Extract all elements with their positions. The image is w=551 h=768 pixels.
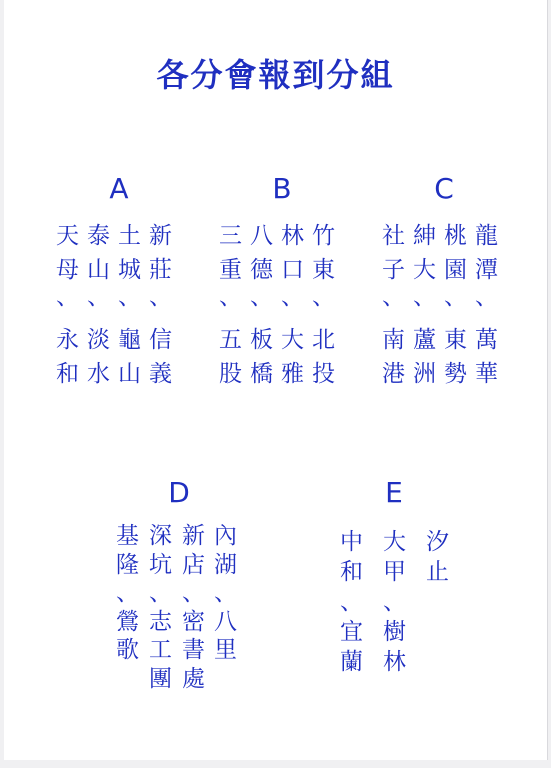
character: 志 — [149, 608, 172, 635]
character: 、 — [214, 580, 237, 606]
character: 止 — [426, 559, 449, 585]
character: 大 — [281, 327, 304, 353]
character: 紳 — [413, 223, 436, 249]
character: 北 — [312, 327, 335, 353]
character: 、 — [149, 284, 172, 310]
character: 子 — [382, 257, 405, 283]
character: 密 — [182, 608, 205, 635]
character: 板 — [250, 327, 273, 353]
character: 雅 — [281, 361, 304, 387]
character: 莊 — [149, 257, 172, 283]
character: 八 — [250, 223, 273, 249]
character: 天 — [56, 223, 79, 249]
character: 潭 — [475, 257, 498, 283]
character: 鶯 — [116, 608, 139, 635]
character: 隆 — [116, 551, 139, 578]
character: 龍 — [475, 223, 498, 249]
character: 土 — [118, 223, 141, 249]
character: 里 — [214, 637, 237, 663]
character: 團 — [149, 665, 172, 692]
group-a-letter: A — [109, 172, 129, 205]
character: 股 — [219, 361, 242, 387]
group-e-letter: E — [385, 476, 403, 509]
character: 林 — [281, 223, 304, 249]
character: 口 — [281, 257, 304, 283]
character: 大 — [413, 257, 436, 283]
group-d-column — [214, 522, 237, 665]
character: 基 — [116, 523, 139, 549]
character: 、 — [444, 284, 467, 310]
character: 蘆 — [413, 327, 436, 353]
group-b-row — [219, 259, 343, 282]
character: 、 — [281, 284, 304, 310]
character: 竹 — [312, 223, 335, 249]
character: 泰 — [87, 223, 110, 249]
character: 歌 — [116, 637, 139, 663]
group-a-row — [56, 259, 180, 282]
character: 桃 — [444, 223, 467, 249]
group-b-row — [219, 286, 343, 309]
character: 店 — [182, 551, 205, 578]
character: 、 — [340, 589, 363, 615]
group-d-column — [149, 522, 172, 693]
character: 洲 — [413, 361, 436, 387]
group-e-column — [426, 527, 449, 587]
character: 大 — [383, 529, 406, 555]
character: 德 — [250, 257, 273, 283]
character: 內 — [214, 523, 237, 549]
character: 工 — [149, 637, 172, 663]
document-page — [4, 0, 548, 760]
character: 書 — [182, 637, 205, 663]
character: 樹 — [383, 619, 406, 645]
character: 深 — [149, 523, 172, 549]
character: 五 — [219, 327, 242, 353]
character: 淡 — [87, 327, 110, 353]
group-a-row — [56, 329, 180, 352]
group-a-row — [56, 363, 180, 386]
character: 蘭 — [340, 649, 363, 675]
character: 、 — [475, 284, 498, 310]
group-c-letter: C — [434, 172, 454, 205]
character: 坑 — [149, 551, 172, 578]
character: 宜 — [340, 619, 363, 645]
group-b-row — [219, 329, 343, 352]
character: 萬 — [475, 327, 498, 353]
character: 、 — [250, 284, 273, 310]
character: 園 — [444, 257, 467, 283]
character: 永 — [56, 327, 79, 353]
character: 城 — [118, 257, 141, 283]
group-b-letter: B — [272, 172, 292, 205]
character: 汐 — [426, 529, 449, 555]
character: 橋 — [250, 361, 273, 387]
group-c-row — [382, 225, 506, 248]
character: 水 — [87, 361, 110, 387]
character: 信 — [149, 327, 172, 353]
character: 三 — [219, 223, 242, 249]
character: 、 — [382, 284, 405, 310]
character: 和 — [56, 361, 79, 387]
character: 社 — [382, 223, 405, 249]
character: 重 — [219, 257, 242, 283]
character: 、 — [182, 580, 205, 606]
character: 華 — [475, 361, 498, 387]
group-c-row — [382, 286, 506, 309]
character: 山 — [118, 361, 141, 387]
character: 、 — [116, 580, 139, 606]
character: 、 — [149, 580, 172, 606]
character: 林 — [383, 649, 406, 675]
group-d-column — [182, 522, 205, 693]
character: 港 — [382, 361, 405, 387]
character: 龜 — [118, 327, 141, 353]
character: 甲 — [383, 559, 406, 585]
character: 南 — [382, 327, 405, 353]
character: 東 — [312, 257, 335, 283]
group-c-row — [382, 259, 506, 282]
character: 、 — [383, 589, 406, 615]
character: 處 — [182, 665, 205, 692]
character: 母 — [56, 257, 79, 283]
character: 山 — [87, 257, 110, 283]
character: 義 — [149, 361, 172, 387]
group-d-letter: D — [168, 476, 190, 509]
character: 新 — [182, 523, 205, 549]
character: 八 — [214, 608, 237, 635]
group-b-row — [219, 363, 343, 386]
group-e-column — [340, 527, 363, 677]
group-a-row — [56, 225, 180, 248]
character: 、 — [413, 284, 436, 310]
character: 中 — [340, 529, 363, 555]
character: 、 — [56, 284, 79, 310]
character: 勢 — [444, 361, 467, 387]
character: 、 — [118, 284, 141, 310]
character: 和 — [340, 559, 363, 585]
character: 湖 — [214, 551, 237, 578]
group-e-column — [383, 527, 406, 677]
character: 、 — [312, 284, 335, 310]
group-d-column — [116, 522, 139, 665]
character: 、 — [87, 284, 110, 310]
character: 東 — [444, 327, 467, 353]
page-title: 各分會報到分組 — [156, 56, 395, 94]
group-b-row — [219, 225, 343, 248]
group-c-row — [382, 363, 506, 386]
character: 、 — [219, 284, 242, 310]
group-c-row — [382, 329, 506, 352]
group-a-row — [56, 286, 180, 309]
character: 投 — [312, 361, 335, 387]
character: 新 — [149, 223, 172, 249]
